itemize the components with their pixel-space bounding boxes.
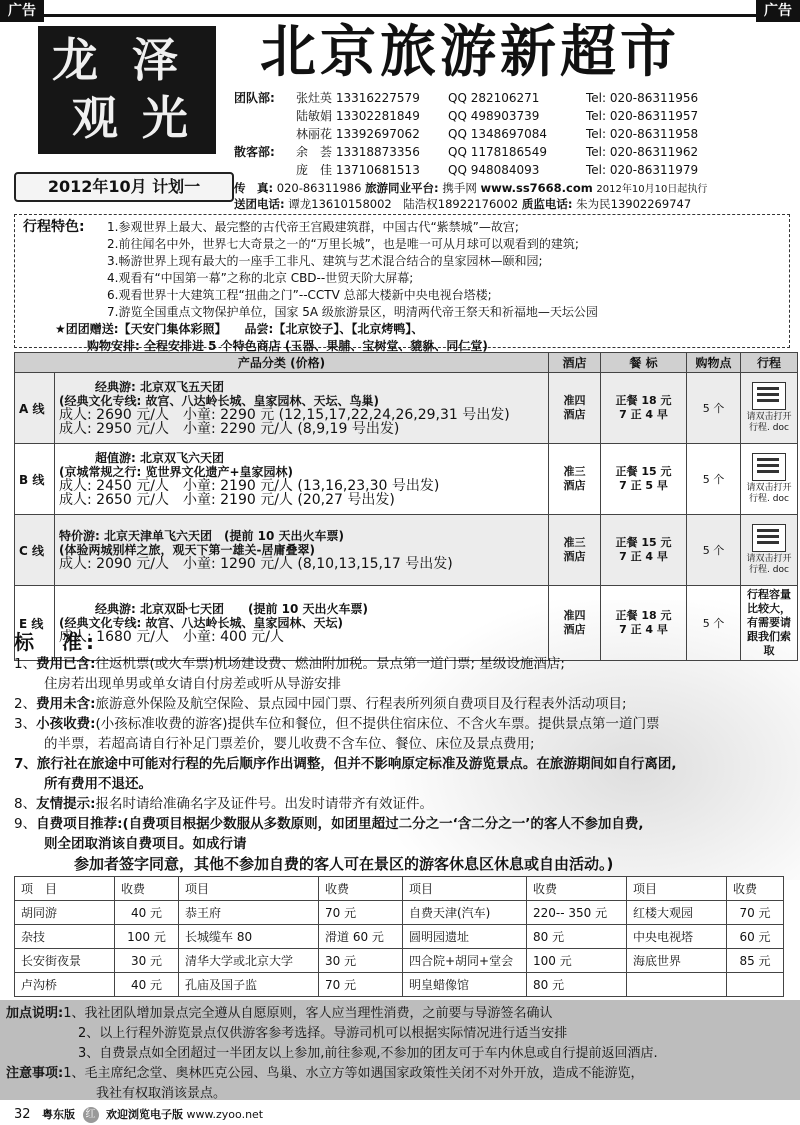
- fee-row: [15, 949, 784, 973]
- fee-price: 40 元: [115, 973, 179, 997]
- standard-item-cont: 所有费用不退还。: [44, 776, 152, 792]
- fee-item: 自费天津(汽车): [403, 901, 527, 925]
- add-notes-label: 加点说明:: [6, 1006, 64, 1021]
- route-desc: [55, 373, 549, 444]
- fee-price: 70 元: [319, 973, 403, 997]
- company-logo: [38, 26, 216, 154]
- route-price: 成人: 2950 元/人 小童: 2290 元/人 (8,9,19 号出发): [59, 421, 400, 437]
- contact-row: [296, 162, 420, 179]
- page-number: 32: [14, 1107, 31, 1122]
- standard-item: [14, 654, 794, 674]
- header-meal: 餐 标: [601, 353, 687, 373]
- fee-price: 30 元: [319, 949, 403, 973]
- edition-label: 粤东版: [42, 1108, 76, 1121]
- contact-name: 余 荟: [296, 145, 333, 159]
- fee-header: 收费: [527, 877, 627, 901]
- contact-tel: Tel: 020-86311962: [586, 145, 699, 159]
- route-code: A 线: [15, 373, 55, 444]
- route-sub: (体验两城别样之旅，观天下第一雄关-居庸叠翠): [59, 543, 315, 557]
- fee-price: [727, 973, 784, 997]
- contact-qq: QQ 498903739: [448, 109, 540, 123]
- item-text: 旅游意外保险及航空保险、景点园中园门票、行程表所列须自费项目及行程表外活动项目;: [95, 696, 627, 712]
- fee-item: 中央电视塔: [627, 925, 727, 949]
- route-itinerary[interactable]: [741, 444, 798, 515]
- contact-row: [234, 144, 275, 161]
- fee-item: 杂技: [15, 925, 115, 949]
- plan-badge: 2012年10月 计划一: [14, 172, 234, 202]
- route-name: 经典游: 北京双飞五天团: [95, 380, 224, 394]
- route-shop: 5 个: [687, 586, 741, 661]
- fee-price: 60 元: [727, 925, 784, 949]
- contact-qq: QQ 948084093: [448, 163, 540, 177]
- logo-char: 光: [142, 91, 188, 145]
- item-number: 8、: [14, 796, 37, 812]
- standard-item: [14, 794, 794, 814]
- fee-item: [627, 973, 727, 997]
- fee-item: 海底世界: [627, 949, 727, 973]
- route-shop: 5 个: [687, 515, 741, 586]
- route-itinerary-note: 行程容量比较大，有需要请跟我们索取: [741, 586, 798, 661]
- caution-label: 注意事项:: [6, 1066, 64, 1081]
- document-icon[interactable]: [752, 382, 786, 410]
- feature-item: 1.参观世界上最大、最完整的古代帝王宫殿建筑群，中国古代“紫禁城”—故宫;: [107, 220, 519, 234]
- fee-price: 70 元: [727, 901, 784, 925]
- gift-line: ★团团赠送:【天安门集体彩照】 品尝:【北京饺子】、【北京烤鸭】、: [55, 322, 424, 336]
- effective-date: 2012年10月10日起执行: [596, 184, 708, 195]
- footer-text: 欢迎浏览电子版: [106, 1108, 184, 1121]
- standard-item-cont: 住房若出现单男或单女请自付房差或听从导游安排: [44, 676, 341, 692]
- route-row-c: [15, 515, 798, 586]
- fee-row: [15, 901, 784, 925]
- features-box: [14, 214, 790, 353]
- route-row-a: [15, 373, 798, 444]
- fax-label: 传 真:: [234, 181, 274, 195]
- contact-tel: Tel: 020-86311958: [586, 127, 699, 141]
- fee-header: 项目: [179, 877, 319, 901]
- route-price: 成人: 1680 元/人 小童: 400 元/人: [59, 629, 285, 645]
- contact-tel: Tel: 020-86311956: [586, 91, 699, 105]
- fee-price: 100 元: [115, 925, 179, 949]
- routes-header-row: [15, 353, 798, 373]
- ad-label-right: 广告: [756, 0, 800, 22]
- fee-header: 收费: [727, 877, 784, 901]
- route-price: 成人: 2090 元/人 小童: 1290 元/人 (8,10,13,15,17 号出发): [59, 556, 453, 572]
- route-code: C 线: [15, 515, 55, 586]
- contact-qq: QQ 282106271: [448, 91, 540, 105]
- contact-group: 团队部:: [234, 91, 275, 105]
- route-shop: 5 个: [687, 373, 741, 444]
- route-sub: (经典文化专线: 故宫、八达岭长城、皇家园林、天坛、鸟巢): [59, 394, 379, 408]
- contact-name: 张灶英: [296, 91, 333, 105]
- contact-mobile: 13392697062: [335, 127, 420, 141]
- route-itinerary[interactable]: [741, 373, 798, 444]
- route-name: 超值游: 北京双飞六天团: [95, 451, 224, 465]
- header-product: 产品分类 (价格): [15, 353, 549, 373]
- fee-item: 恭王府: [179, 901, 319, 925]
- platform-label: 旅游同业平台:: [365, 181, 439, 195]
- fee-header-row: [15, 877, 784, 901]
- standards-title: 标 准:: [14, 630, 98, 654]
- route-meal: 正餐 18 元 7 正 4 早: [601, 373, 687, 444]
- contact-row: [296, 126, 420, 143]
- routes-table: [14, 352, 798, 661]
- note-text: 1、我社团队增加景点完全遵从自愿原则，客人应当理性消费，之前要与导游签名确认: [63, 1006, 553, 1021]
- features-list: [107, 219, 783, 321]
- fee-item: 明皇蜡像馆: [403, 973, 527, 997]
- standard-item-emphasis: 参加者签字同意，其他不参加自费的客人可在景区的游客休息区休息或自由活动。): [74, 855, 614, 873]
- route-meal: 正餐 15 元 7 正 4 早: [601, 515, 687, 586]
- standards-list: [14, 654, 794, 874]
- route-hotel: 准四 酒店: [549, 373, 601, 444]
- contact-row: [296, 90, 420, 107]
- footer-url[interactable]: www.zyoo.net: [186, 1108, 264, 1121]
- item-label: 小孩收费:: [36, 716, 96, 732]
- fee-row: [15, 925, 784, 949]
- route-price: 成人: 2690 元/人 小童: 2290 元 (12,15,17,22,24,26,29,31 号出发): [59, 407, 510, 423]
- item-text: (小孩标准收费的游客)提供车位和餐位，但不提供住宿床位、不含火车票。提供景点第一道门票: [95, 716, 660, 732]
- standard-item: [14, 814, 794, 834]
- contact-row: [296, 108, 420, 125]
- contact-name: 庞 佳: [296, 163, 333, 177]
- note-line: 3、自费景点如全团超过一半团友以上参加,前往参观,不参加的团友可于车内休息或自行提前返回酒店.: [78, 1046, 658, 1061]
- item-label: 费用已含:: [36, 656, 96, 672]
- item-label: 自费项目推荐:: [36, 816, 123, 832]
- route-name: 特价游: 北京天津单飞六天团 (提前 10 天出火车票): [59, 529, 345, 543]
- fee-header: 项目: [403, 877, 527, 901]
- fee-price: 80 元: [527, 973, 627, 997]
- website-link[interactable]: www.ss7668.com: [480, 181, 593, 195]
- delivery-line: [234, 196, 691, 213]
- fee-price: 220-- 350 元: [527, 901, 627, 925]
- route-code: E 线: [15, 586, 55, 661]
- fee-item: 孔庙及国子监: [179, 973, 319, 997]
- contact-name: 陆敏娟: [296, 109, 333, 123]
- fee-header: 项目: [627, 877, 727, 901]
- item-text: 往返机票(或火车票)机场建设费、燃油附加税。景点第一道门票; 星级设施酒店;: [95, 656, 565, 672]
- route-price: 成人: 2450 元/人 小童: 2190 元/人 (13,16,23,30 号出发): [59, 478, 440, 494]
- note-text: 1、毛主席纪念堂、奥林匹克公园、鸟巢、水立方等如遇国家政策性关闭不对外开放，造成不能游览，: [63, 1066, 644, 1081]
- fee-price: 85 元: [727, 949, 784, 973]
- route-shop: 5 个: [687, 444, 741, 515]
- fee-price: 40 元: [115, 901, 179, 925]
- route-sub: (京城常规之行: 览世界文化遗产+皇家园林): [59, 465, 294, 479]
- contact-mobile: 13302281849: [335, 109, 420, 123]
- fax-value: 020-86311986: [276, 181, 362, 195]
- item-number: 1、: [14, 656, 37, 672]
- contact-mobile: 13710681513: [335, 163, 420, 177]
- fee-item: 长城缆车 80: [179, 925, 319, 949]
- item-number: 2、: [14, 696, 37, 712]
- feature-item: 2.前往闻名中外，世界七大奇景之一的“万里长城”，也是唯一可从月球可以观看到的建筑;: [107, 237, 579, 251]
- shopping-line: 购物安排: 全程安排进 5 个特色商店 (玉器、果脯、宝树堂、貔貅、同仁堂): [87, 339, 488, 353]
- contact-name: 林丽花: [296, 127, 333, 141]
- route-desc: [55, 515, 549, 586]
- fee-price: 滑道 60 元: [319, 925, 403, 949]
- route-itinerary[interactable]: [741, 515, 798, 586]
- fee-row: [15, 973, 784, 997]
- item-text: (自费项目根据少数服从多数原则，如团里超过二分之一‘含二分之一’的客人不参加自费,: [122, 816, 644, 832]
- features-extra: [55, 321, 488, 355]
- standard-item: [14, 694, 794, 714]
- fee-item: 红楼大观园: [627, 901, 727, 925]
- top-rule: [44, 14, 756, 17]
- fee-item: 四合院+胡同+堂会: [403, 949, 527, 973]
- notes-band: [0, 1000, 800, 1100]
- route-desc: [55, 586, 549, 661]
- header-hotel: 酒店: [549, 353, 601, 373]
- quality-value: 朱为民13902269747: [576, 197, 692, 211]
- item-text: 报名时请给准确名字及证件号。出发时请带齐有效证件。: [95, 796, 433, 812]
- route-code: B 线: [15, 444, 55, 515]
- route-hotel: 准四 酒店: [549, 586, 601, 661]
- route-meal: 正餐 18 元 7 正 4 早: [601, 586, 687, 661]
- logo-char: 观: [72, 91, 118, 145]
- contact-row: [234, 90, 275, 107]
- magazine-logo-icon: 红: [83, 1107, 99, 1123]
- fee-item: 圆明园遗址: [403, 925, 527, 949]
- page-footer: [14, 1106, 263, 1123]
- contact-group: 散客部:: [234, 145, 275, 159]
- note-line: [6, 1004, 794, 1024]
- document-icon[interactable]: [752, 453, 786, 481]
- fee-item: 卢沟桥: [15, 973, 115, 997]
- standard-item-cont: 则全团取消该自费项目。如成行请: [44, 836, 247, 852]
- fee-price: 70 元: [319, 901, 403, 925]
- contact-tel: Tel: 020-86311957: [586, 109, 699, 123]
- fee-item: 清华大学或北京大学: [179, 949, 319, 973]
- item-label: 费用未含:: [36, 696, 96, 712]
- route-desc: [55, 444, 549, 515]
- route-name: 经典游: 北京双卧七天团 (提前 10 天出火车票): [95, 602, 369, 616]
- optional-fee-table: [14, 876, 784, 997]
- fee-price: 100 元: [527, 949, 627, 973]
- fee-header: 收费: [319, 877, 403, 901]
- header-shop: 购物点: [687, 353, 741, 373]
- contact-mobile: 13316227579: [335, 91, 420, 105]
- route-row-b: [15, 444, 798, 515]
- standard-item-cont: 的半票，若超高请自行补足门票差价，婴儿收费不含车位、餐位、床位及景点费用;: [44, 736, 535, 752]
- feature-item: 7.游览全国重点文物保护单位，国家 5A 级旅游景区，明清两代帝王祭天和祈福地—天坛公园: [107, 305, 598, 319]
- fee-header: 项 目: [15, 877, 115, 901]
- logo-char: 龙: [52, 33, 98, 87]
- delivery-label: 送团电话:: [234, 197, 285, 211]
- note-line: 2、以上行程外游览景点仅供游客参考选择。导游司机可以根据实际情况进行适当安排: [78, 1026, 568, 1041]
- document-icon[interactable]: [752, 524, 786, 552]
- header-itinerary: 行程: [741, 353, 798, 373]
- contact-row: [296, 144, 420, 161]
- item-number: 3、: [14, 716, 37, 732]
- route-sub: (经典文化专线: 故宫、八达岭长城、皇家园林、天坛): [59, 616, 343, 630]
- brand-title: 北京旅游新超市: [260, 20, 680, 85]
- feature-item: 6.观看世界十大建筑工程“扭曲之门”--CCTV 总部大楼新中央电视台塔楼;: [107, 288, 492, 302]
- item-number: 9、: [14, 816, 37, 832]
- route-row-e: [15, 586, 798, 661]
- contact-qq: QQ 1348697084: [448, 127, 548, 141]
- feature-item: 3.畅游世界上现有最大的一座手工非凡、建筑与艺术混合结合的皇家园林—颐和园;: [107, 254, 543, 268]
- fee-item: 胡同游: [15, 901, 115, 925]
- features-title: 行程特色:: [23, 219, 85, 235]
- ad-label-left: 广告: [0, 0, 44, 22]
- route-hotel: 准三 酒店: [549, 515, 601, 586]
- fee-item: 长安街夜景: [15, 949, 115, 973]
- contact-mobile: 13318873356: [335, 145, 420, 159]
- route-meal: 正餐 15 元 7 正 5 早: [601, 444, 687, 515]
- quality-label: 质监电话:: [521, 197, 573, 211]
- standard-item: 7、旅行社在旅途中可能对行程的先后顺序作出调整，但并不影响原定标准及游览景点。在旅游期间如自行离团,: [14, 756, 677, 772]
- itinerary-label[interactable]: 请双击打开行程. doc: [746, 412, 792, 433]
- itinerary-label[interactable]: 请双击打开行程. doc: [746, 483, 792, 504]
- logo-char: 泽: [132, 33, 178, 87]
- fee-header: 收费: [115, 877, 179, 901]
- note-line: [6, 1064, 794, 1084]
- note-line: 我社有权取消该景点。: [96, 1086, 227, 1101]
- contact-tel: Tel: 020-86311979: [586, 163, 699, 177]
- fee-price: 30 元: [115, 949, 179, 973]
- fee-price: 80 元: [527, 925, 627, 949]
- feature-item: 4.观看有“中国第一幕”之称的北京 CBD--世贸天阶大屏幕;: [107, 271, 414, 285]
- platform-name: 携手网: [442, 181, 477, 195]
- route-hotel: 准三 酒店: [549, 444, 601, 515]
- standard-item: [14, 714, 794, 734]
- delivery-value: 谭龙13610158002 陆浩权18922176002: [288, 197, 519, 211]
- item-label: 友情提示:: [36, 796, 96, 812]
- contact-qq: QQ 1178186549: [448, 145, 548, 159]
- itinerary-label[interactable]: 请双击打开行程. doc: [746, 554, 792, 575]
- route-price: 成人: 2650 元/人 小童: 2190 元/人 (20,27 号出发): [59, 492, 395, 508]
